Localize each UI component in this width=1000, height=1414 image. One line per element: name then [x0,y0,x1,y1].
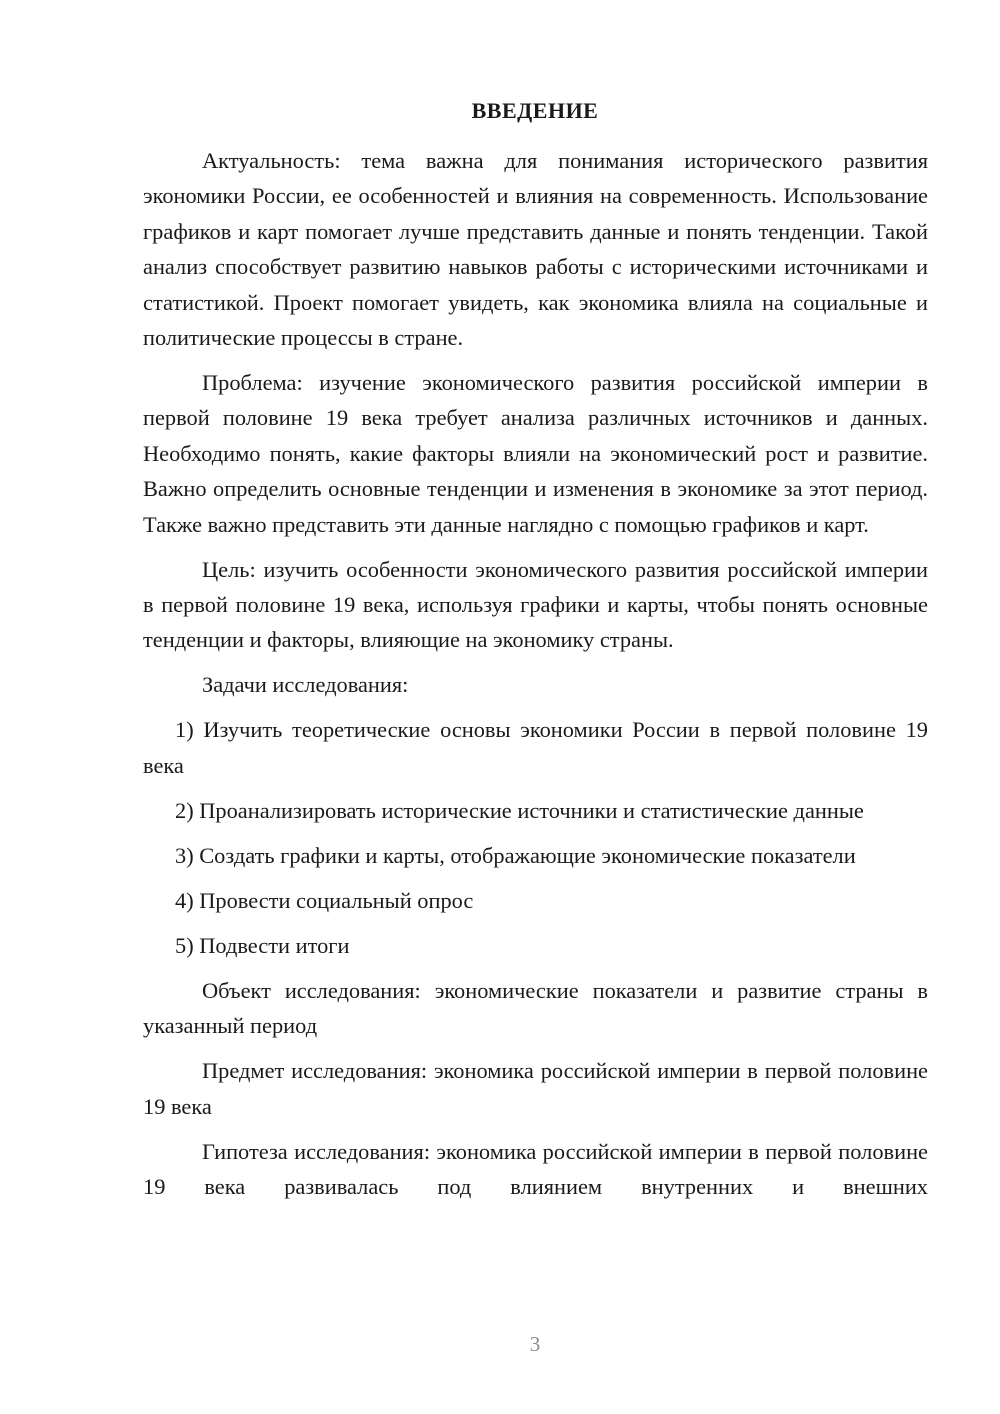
document-body [143,143,928,1205]
section-title: ВВЕДЕНИЕ [471,98,599,123]
paragraph-subject: Предмет исследования: экономика российской империи в первой половине 19 века [143,1058,928,1119]
paragraph-problem: Проблема: изучение экономического развития российской империи в первой половине 19 века требует анализа различных источников и данных. Необходимо понять, какие факторы влияли на экономический рост и развитие. Важно определить основные тенденции и изменения в экономике за этот период. Также важно представить эти данные наглядно с помощью графиков и карт. [143,370,928,537]
task-item-3: 3) Создать графики и карты, отображающие экономические показатели [175,842,856,868]
paragraph-goal: Цель: изучить особенности экономического развития российской империи в первой половине 19 века, используя графики и карты, чтобы понять основные тенденции и факторы, влияющие на экономику страны. [143,556,928,653]
page-number: 3 [529,1332,541,1356]
paragraph-hypothesis: Гипотеза исследования: экономика российской империи в первой половине 19 века развивалась под влиянием внутренних и внешних [143,1138,928,1200]
task-item-2: 2) Проанализировать исторические источники и статистические данные [175,797,864,823]
task-item-1: 1) Изучить теоретические основы экономики России в первой половине 19 века [143,717,928,778]
task-item-5: 5) Подвести итоги [175,932,350,958]
paragraph-object: Объект исследования: экономические показатели и развитие страны в указанный период [143,977,928,1039]
task-item-4: 4) Провести социальный опрос [175,887,474,913]
paragraph-relevance: Актуальность: тема важна для понимания исторического развития экономики России, ее особенностей и влияния на современность. Использование графиков и карт помогает лучше представить данные и понять тенденции. Такой анализ способствует развитию навыков работы с историческими источниками и статистикой. Проект помогает увидеть, как экономика влияла на социальные и политические процессы в стране. [143,148,928,351]
paragraph-tasks-heading: Задачи исследования: [202,672,409,698]
